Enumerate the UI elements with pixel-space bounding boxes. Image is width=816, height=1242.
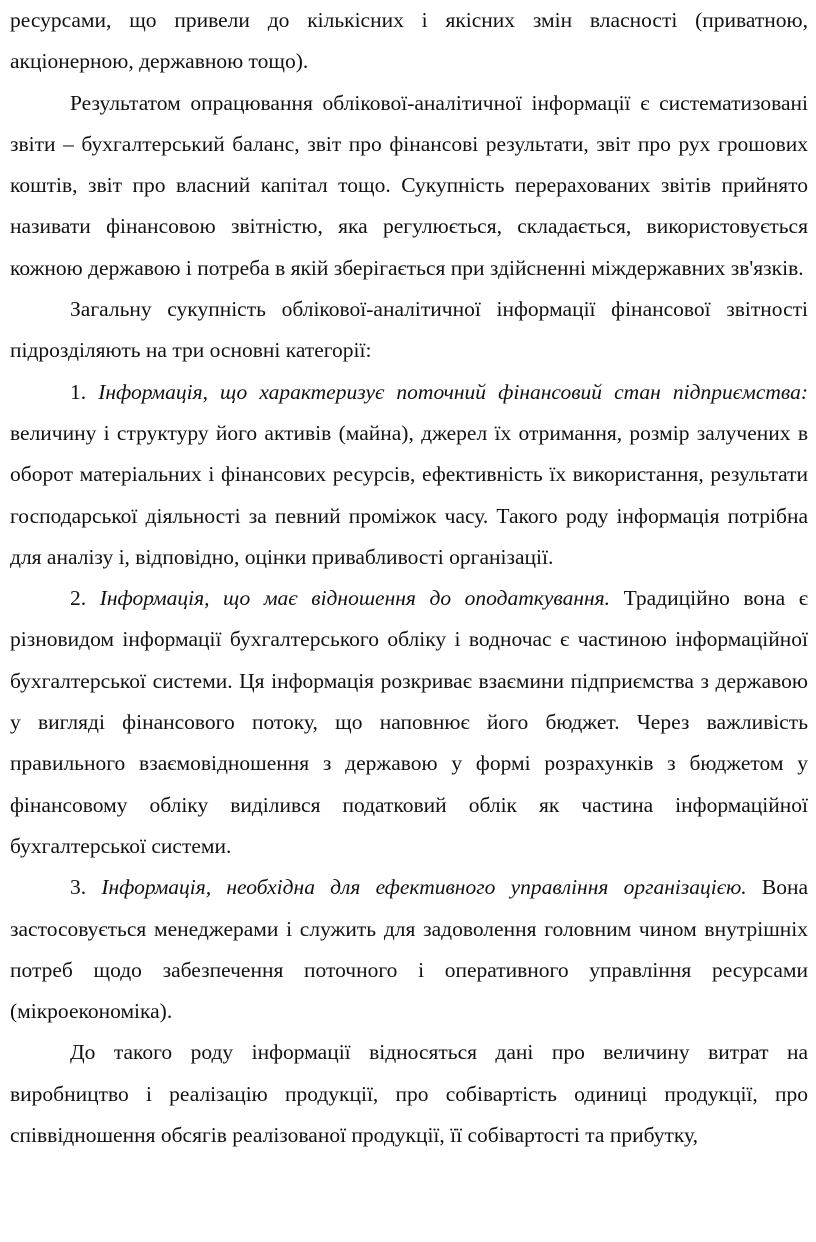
paragraph-continuation: ресурсами, що привели до кількісних і якісних змін власності (приватною, акціонерною, державною тощо).	[10, 8, 808, 74]
paragraph-categories-intro: Загальну сукупність облікової-аналітичної інформації фінансової звітності підрозділяють на три основні категорії:	[10, 297, 808, 363]
list-item-number: 3.	[70, 875, 87, 900]
list-item-1	[10, 372, 808, 578]
list-item-text: Традиційно вона є різновидом інформації бухгалтерського обліку і водночас є частиною інформаційної бухгалтерської системи. Ця інформація розкриває взаємини підприємства з державою у вигляді фінансового потоку, що наповнює його бюджет. Через важливість правильного взаємовідношення з державою у формі розрахунків з бюджетом у фінансовому обліку виділився податковий облік як частина інформаційної бухгалтерської системи.	[10, 586, 809, 858]
list-item-number: 2.	[70, 586, 87, 611]
list-item-2	[10, 578, 808, 867]
list-item-text: Вона застосовується менеджерами і служить для задоволення головним чином внутрішніх потреб щодо забезпечення поточного і оперативного управління ресурсами (мікроекономіка).	[10, 875, 808, 1024]
list-item-title: Інформація, що характеризує поточний фінансовий стан підприємства:	[98, 379, 808, 404]
paragraph-reporting: Результатом опрацювання облікової-аналітичної інформації є систематизовані звіти – бухгалтерський баланс, звіт про фінансові результати, звіт про рух грошових коштів, звіт про власний капітал тощо. Сукупність перерахованих звітів прийнято називати фінансовою звітністю, яка регулюється, складається, використовується кожною державою і потреба в якій зберігається при здійсненні міждержавних зв'язків.	[10, 90, 808, 280]
list-item-3	[10, 867, 808, 1032]
list-item-title: Інформація, що має відношення до оподаткування.	[99, 586, 611, 611]
list-item-text: величину і структуру його активів (майна), джерел їх отримання, розмір залучених в оборот матеріальних і фінансових ресурсів, ефективність їх використання, результати господарської діяльності за певний проміжок часу. Такого роду інформація потрібна для аналізу і, відповідно, оцінки привабливості організації.	[10, 420, 808, 569]
list-item-number: 1.	[70, 379, 87, 404]
list-item-title: Інформація, необхідна для ефективного управління організацією.	[101, 875, 747, 900]
paragraph-closing: До такого роду інформації відносяться дані про величину витрат на виробництво і реалізацію продукції, про собівартість одиниці продукції, про співвідношення обсягів реалізованої продукції, її собівартості та прибутку,	[10, 1040, 808, 1148]
